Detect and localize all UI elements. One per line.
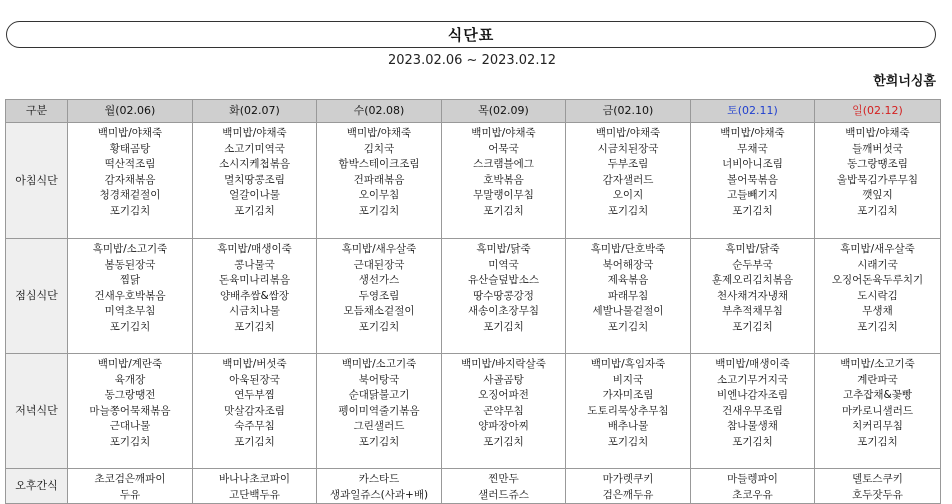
menu-item: 포기김치 bbox=[483, 204, 524, 217]
menu-item: 도시락김 bbox=[857, 289, 898, 302]
menu-cell bbox=[68, 469, 193, 504]
corner-header: 구분 bbox=[6, 100, 68, 123]
menu-item: 흑미밥/매생이죽 bbox=[217, 243, 292, 255]
day-header: 금(02.10) bbox=[566, 100, 691, 123]
menu-item: 어묵국 bbox=[488, 142, 519, 155]
menu-item: 가자미조림 bbox=[602, 389, 654, 402]
menu-cell bbox=[442, 123, 566, 239]
menu-cell bbox=[566, 123, 691, 239]
menu-item: 포기김치 bbox=[109, 320, 151, 333]
menu-item: 호박볶음 bbox=[483, 173, 524, 186]
menu-item: 백미밥/버섯죽 bbox=[222, 358, 287, 370]
menu-item: 부추적채무침 bbox=[722, 305, 783, 318]
menu-item: 시금치된장국 bbox=[597, 142, 659, 155]
day-header: 목(02.09) bbox=[442, 100, 566, 123]
menu-item: 너비아니조림 bbox=[722, 158, 783, 171]
menu-item: 건새우호박볶음 bbox=[94, 289, 166, 302]
menu-item: 백미밥/소고기죽 bbox=[341, 358, 417, 370]
menu-item: 찜닭 bbox=[119, 274, 141, 287]
menu-cell bbox=[193, 239, 317, 354]
menu-item: 포기김치 bbox=[483, 320, 524, 333]
menu-item: 흑미밥/새우살죽 bbox=[840, 243, 915, 255]
menu-item: 포기김치 bbox=[857, 320, 898, 333]
menu-cell bbox=[442, 239, 566, 354]
meal-schedule-table bbox=[5, 99, 941, 504]
menu-item: 함박스테이크조림 bbox=[338, 158, 420, 171]
day-header: 일(02.12) bbox=[815, 100, 941, 123]
menu-item: 포기김치 bbox=[607, 320, 649, 333]
menu-item: 생과일쥬스(사과+배) bbox=[329, 488, 429, 501]
menu-item: 참나물생채 bbox=[727, 420, 778, 433]
menu-item: 모듬채소겉절이 bbox=[343, 305, 415, 318]
menu-item: 무채국 bbox=[737, 142, 768, 155]
menu-item: 무생채 bbox=[862, 305, 893, 318]
menu-item: 그린샐러드 bbox=[353, 420, 405, 433]
menu-item: 생선가스 bbox=[358, 274, 400, 287]
menu-item: 백미밥/야채죽 bbox=[222, 127, 287, 139]
menu-cell bbox=[566, 469, 691, 504]
menu-item: 세발나물겉절이 bbox=[592, 305, 664, 318]
date-range: 2023.02.06 ~ 2023.02.12 bbox=[387, 53, 557, 68]
menu-cell bbox=[193, 354, 317, 469]
meal-row bbox=[6, 469, 941, 504]
menu-item: 계란파국 bbox=[857, 373, 898, 386]
menu-item: 흑미밥/닭죽 bbox=[476, 243, 531, 255]
menu-item: 포기김치 bbox=[234, 204, 275, 217]
menu-item: 초코검은깨파이 bbox=[94, 473, 166, 485]
menu-item: 백미밥/야채죽 bbox=[845, 127, 910, 139]
menu-cell bbox=[566, 239, 691, 354]
menu-item: 소고기미역국 bbox=[224, 142, 285, 155]
menu-item: 고단백두유 bbox=[229, 488, 280, 501]
menu-item: 오이지 bbox=[612, 189, 644, 202]
menu-item: 백미밥/흑임자죽 bbox=[590, 358, 666, 370]
menu-item: 검은깨두유 bbox=[602, 488, 654, 501]
menu-item: 볼어묵볶음 bbox=[727, 173, 778, 186]
menu-item: 흑미밥/단호박죽 bbox=[590, 243, 666, 255]
menu-item: 오징어돈육두루치기 bbox=[831, 274, 924, 287]
menu-cell bbox=[68, 123, 193, 239]
menu-item: 근대나물 bbox=[109, 420, 151, 433]
menu-item: 떡산적조림 bbox=[104, 158, 156, 171]
menu-cell bbox=[442, 469, 566, 504]
menu-item: 흑미밥/소고기죽 bbox=[92, 243, 168, 255]
day-header: 수(02.08) bbox=[317, 100, 442, 123]
menu-item: 근대된장국 bbox=[353, 258, 405, 271]
menu-item: 오징어파전 bbox=[478, 389, 529, 402]
menu-item: 백미밥/매생이죽 bbox=[715, 358, 790, 370]
menu-item: 치커리무침 bbox=[852, 420, 903, 433]
menu-item: 순두부국 bbox=[732, 258, 773, 271]
menu-cell bbox=[815, 239, 941, 354]
menu-item: 백미밥/야채죽 bbox=[595, 127, 661, 139]
menu-item: 시금치나물 bbox=[229, 305, 280, 318]
menu-item: 초코우유 bbox=[732, 488, 773, 501]
day-header: 월(02.06) bbox=[68, 100, 193, 123]
menu-item: 마늘쫑어묵채볶음 bbox=[89, 404, 171, 417]
menu-item: 육개장 bbox=[114, 373, 146, 386]
menu-item: 들깨버섯국 bbox=[852, 142, 903, 155]
menu-item: 아욱된장국 bbox=[229, 373, 280, 386]
menu-item: 양배추쌈&쌈장 bbox=[219, 289, 290, 302]
menu-item: 맛살감자조림 bbox=[224, 404, 285, 417]
menu-item: 포기김치 bbox=[732, 320, 773, 333]
menu-cell bbox=[317, 123, 442, 239]
menu-cell bbox=[68, 239, 193, 354]
menu-cell bbox=[317, 469, 442, 504]
menu-item: 포기김치 bbox=[109, 435, 151, 448]
menu-item: 순대닭불고기 bbox=[348, 389, 410, 402]
menu-item: 천사채겨자냉채 bbox=[716, 289, 788, 302]
menu-item: 백미밥/야채죽 bbox=[346, 127, 412, 139]
meal-row bbox=[6, 354, 941, 469]
meal-row-label: 오후간식 bbox=[6, 469, 68, 504]
menu-item: 미역초무침 bbox=[104, 305, 156, 318]
menu-item: 건새우무조림 bbox=[722, 404, 783, 417]
menu-item: 포기김치 bbox=[358, 204, 400, 217]
meal-row bbox=[6, 239, 941, 354]
menu-item: 오이무침 bbox=[358, 189, 400, 202]
menu-item: 숙주무침 bbox=[234, 420, 275, 433]
menu-item: 비지국 bbox=[612, 373, 644, 386]
menu-cell bbox=[317, 239, 442, 354]
menu-item: 포기김치 bbox=[607, 204, 649, 217]
menu-item: 봄동된장국 bbox=[104, 258, 156, 271]
menu-item: 비엔나감자조림 bbox=[716, 389, 788, 402]
menu-item: 소고기무거지국 bbox=[716, 373, 788, 386]
menu-item: 포기김치 bbox=[234, 435, 275, 448]
menu-item: 연두부찜 bbox=[234, 389, 275, 402]
menu-item: 북어해장국 bbox=[602, 258, 654, 271]
menu-item: 포기김치 bbox=[732, 435, 773, 448]
menu-item: 펭이미역줄기볶음 bbox=[338, 404, 420, 417]
menu-item: 스크램블에그 bbox=[473, 158, 534, 171]
meal-row-label: 아침식단 bbox=[6, 123, 68, 239]
menu-item: 호두잣두유 bbox=[852, 488, 903, 501]
menu-cell bbox=[193, 469, 317, 504]
menu-item: 포기김치 bbox=[857, 435, 898, 448]
menu-item: 김치국 bbox=[363, 142, 395, 155]
menu-item: 마들렝파이 bbox=[727, 473, 778, 485]
menu-item: 감자샐러드 bbox=[602, 173, 654, 186]
menu-cell bbox=[442, 354, 566, 469]
menu-item: 마가렛쿠키 bbox=[602, 473, 654, 485]
menu-item: 소시지케첩볶음 bbox=[218, 158, 290, 171]
menu-item: 감자채볶음 bbox=[104, 173, 156, 186]
menu-cell bbox=[691, 123, 815, 239]
menu-item: 곤약무침 bbox=[483, 404, 524, 417]
table-header-row bbox=[6, 100, 941, 123]
menu-item: 배추나물 bbox=[607, 420, 649, 433]
meal-row-label: 점심식단 bbox=[6, 239, 68, 354]
menu-item: 두영조림 bbox=[358, 289, 400, 302]
menu-item: 청경채겉절이 bbox=[99, 189, 161, 202]
menu-item: 돈육미나리볶음 bbox=[218, 274, 290, 287]
menu-item: 얼갈이나물 bbox=[229, 189, 280, 202]
menu-item: 시래기국 bbox=[857, 258, 898, 271]
day-header: 화(02.07) bbox=[193, 100, 317, 123]
menu-cell bbox=[68, 354, 193, 469]
menu-item: 찐만두 bbox=[488, 473, 519, 485]
menu-item: 포기김치 bbox=[358, 320, 400, 333]
menu-item: 훈제오리김치볶음 bbox=[711, 274, 794, 287]
menu-item: 황태곰탕 bbox=[109, 142, 151, 155]
meal-row-label: 저녁식단 bbox=[6, 354, 68, 469]
menu-cell bbox=[815, 469, 941, 504]
menu-item: 유산슬덮밥소스 bbox=[467, 274, 539, 287]
menu-item: 백미밥/야채죽 bbox=[97, 127, 163, 139]
menu-item: 흑미밥/닭죽 bbox=[725, 243, 780, 255]
menu-item: 카스타드 bbox=[358, 473, 400, 485]
menu-item: 포기김치 bbox=[607, 435, 649, 448]
menu-item: 백미밥/소고기죽 bbox=[840, 358, 915, 370]
menu-item: 도토리묵상추무침 bbox=[587, 404, 669, 417]
menu-cell bbox=[317, 354, 442, 469]
menu-item: 포기김치 bbox=[109, 204, 151, 217]
menu-item: 백미밥/바지락살죽 bbox=[461, 358, 546, 370]
menu-item: 깻잎지 bbox=[862, 189, 893, 202]
menu-cell bbox=[815, 123, 941, 239]
menu-item: 포기김치 bbox=[483, 435, 524, 448]
menu-cell bbox=[193, 123, 317, 239]
menu-item: 백미밥/야채죽 bbox=[471, 127, 536, 139]
menu-item: 땅수땅콩강정 bbox=[473, 289, 534, 302]
menu-item: 백미밥/계란죽 bbox=[97, 358, 163, 370]
menu-item: 동그랑땡전 bbox=[104, 389, 156, 402]
menu-item: 미역국 bbox=[488, 258, 519, 271]
menu-cell bbox=[566, 354, 691, 469]
organization-name: 한희너싱홈 bbox=[873, 74, 936, 89]
menu-item: 무말랭이무침 bbox=[473, 189, 534, 202]
menu-item: 멸치땅콩조림 bbox=[224, 173, 285, 186]
menu-item: 콩나물국 bbox=[234, 258, 275, 271]
menu-item: 고들빼기지 bbox=[727, 189, 778, 202]
menu-item: 두유 bbox=[119, 488, 141, 501]
menu-item: 포기김치 bbox=[234, 320, 275, 333]
menu-cell bbox=[815, 354, 941, 469]
meal-row bbox=[6, 123, 941, 239]
menu-item: 북어탕국 bbox=[358, 373, 400, 386]
menu-item: 새송이초장무침 bbox=[467, 305, 539, 318]
page-title-text: 식단표 bbox=[447, 26, 495, 44]
menu-item: 포기김치 bbox=[732, 204, 773, 217]
menu-item: 울밥묵김가루무침 bbox=[836, 173, 919, 186]
menu-cell bbox=[691, 239, 815, 354]
menu-item: 델토스쿠키 bbox=[852, 473, 903, 485]
page-title bbox=[6, 21, 936, 48]
table-body bbox=[6, 123, 941, 504]
menu-item: 파래무침 bbox=[607, 289, 649, 302]
menu-cell bbox=[691, 354, 815, 469]
menu-item: 사골곰탕 bbox=[483, 373, 524, 386]
menu-item: 흑미밥/새우살죽 bbox=[341, 243, 417, 255]
menu-item: 마카로니샐러드 bbox=[841, 404, 913, 417]
menu-item: 포기김치 bbox=[358, 435, 400, 448]
menu-item: 고추잡채&꽃빵 bbox=[842, 389, 913, 402]
menu-item: 두부조림 bbox=[607, 158, 649, 171]
menu-item: 건파래볶음 bbox=[353, 173, 405, 186]
menu-item: 백미밥/야채죽 bbox=[720, 127, 785, 139]
day-header: 토(02.11) bbox=[691, 100, 815, 123]
menu-item: 제육볶음 bbox=[607, 274, 649, 287]
menu-item: 양파장아찌 bbox=[478, 420, 529, 433]
menu-cell bbox=[691, 469, 815, 504]
menu-item: 바나나초코파이 bbox=[218, 473, 290, 485]
menu-item: 포기김치 bbox=[857, 204, 898, 217]
menu-item: 동그랑땡조림 bbox=[847, 158, 908, 171]
menu-item: 샐러드쥬스 bbox=[478, 488, 529, 501]
